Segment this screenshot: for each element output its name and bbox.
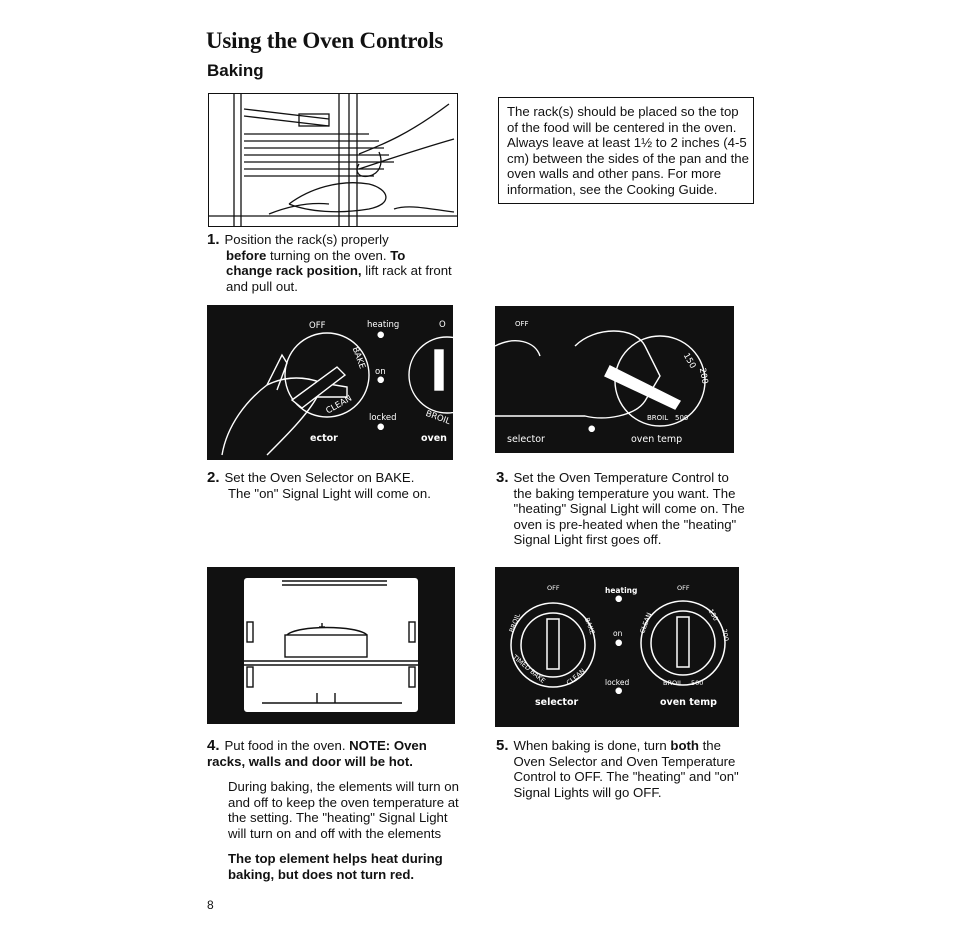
oven-with-dish-drawing bbox=[207, 567, 455, 724]
step-5-number: 5. bbox=[496, 737, 509, 754]
panel-c-bake-dial: BAKE bbox=[582, 616, 597, 636]
step-4-note: NOTE: Oven racks, walls and door will be hot. bbox=[207, 738, 427, 769]
panel-c-on-light: ● bbox=[615, 638, 623, 648]
step-3-text: Set the Oven Temperature Control to the baking temperature you want. The "heating" Signal Light will come on. The oven is pre-heated when the "heating" Signal Light first goes off. bbox=[513, 470, 745, 547]
panel-a-broil-dial: BROIL bbox=[424, 408, 452, 428]
step-1-line1: Position the rack(s) properly bbox=[224, 232, 389, 247]
step-4-paragraph: During baking, the elements will turn on and off to keep the oven temperature at the setting. The "heating" Signal Light will turn on and off with the elements bbox=[228, 779, 459, 841]
step-4-lead: Put food in the oven. bbox=[224, 738, 350, 753]
step-1-rest1: turning on the oven. bbox=[266, 247, 391, 263]
panel-c-locked-light: ● bbox=[615, 686, 623, 696]
page-title: Using the Oven Controls bbox=[206, 28, 444, 53]
panel-c-500-dial: 500 bbox=[691, 679, 704, 687]
control-panel-temp-photo bbox=[495, 306, 734, 453]
panel-b-off-label: OFF bbox=[515, 320, 529, 328]
panel-c-off-right: OFF bbox=[677, 584, 690, 592]
step-1-bold-change: To change rack position, bbox=[226, 247, 406, 278]
panel-a-clean-dial: CLEAN bbox=[324, 393, 354, 417]
panel-b-broil-dial: BROIL bbox=[647, 414, 669, 422]
step-2-line1: Set the Oven Selector on BAKE. bbox=[224, 470, 415, 485]
panel-b-selector-label: selector bbox=[507, 434, 545, 445]
step-4 bbox=[207, 738, 462, 882]
step-2-line2: The "on" Signal Light will come on. bbox=[228, 485, 431, 501]
panel-c-timed-bake-dial: TIMED BAKE bbox=[511, 653, 547, 685]
panel-a-on-label: on bbox=[375, 367, 386, 377]
panel-b-500-dial: 500 bbox=[675, 414, 689, 422]
rack-note-text: The rack(s) should be placed so the top of the food will be centered in the oven. Always leave at least 1½ to 2 inches (4-5 cm) between the sides of the pan and the oven walls and other pans. For more information, see the Cooking Guide. bbox=[507, 104, 749, 197]
rack-illustration bbox=[208, 93, 458, 227]
panel-c-oven-temp-label: oven temp bbox=[660, 697, 717, 708]
step-2 bbox=[207, 470, 457, 501]
control-panel-selector-photo bbox=[207, 305, 453, 460]
panel-a-locked-light: ● bbox=[377, 422, 385, 432]
panel-a-selector-label: ector bbox=[310, 433, 338, 444]
rack-hands-drawing bbox=[209, 94, 457, 226]
panel-b-150-dial: 150 bbox=[680, 351, 698, 371]
panel-c-clean2-dial: CLEAN bbox=[638, 611, 654, 635]
step-4-bold-paragraph: The top element helps heat during baking, but does not turn red. bbox=[228, 851, 443, 882]
panel-c-off-left: OFF bbox=[547, 584, 560, 592]
oven-interior-illustration bbox=[207, 567, 455, 724]
panel-c-locked-label: locked bbox=[605, 678, 630, 687]
panel-a-on-light: ● bbox=[377, 375, 385, 385]
panel-b-200-dial: 200 bbox=[696, 367, 710, 385]
section-heading: Baking bbox=[207, 61, 264, 80]
panel-c-broil2-dial: BROIL bbox=[663, 679, 683, 687]
panel-a-heating-light: ● bbox=[377, 330, 385, 340]
panel-c-heating-light: ● bbox=[615, 594, 623, 604]
step-5-bold: both bbox=[670, 738, 699, 753]
panel-c-on-label: on bbox=[613, 629, 623, 638]
page-number: 8 bbox=[207, 898, 214, 912]
step-3 bbox=[496, 470, 746, 548]
step-4-number: 4. bbox=[207, 737, 220, 754]
step-5-lead: When baking is done, turn bbox=[513, 738, 671, 753]
rack-note-box bbox=[498, 97, 754, 204]
panel-a-off-label: OFF bbox=[309, 321, 326, 331]
panel-b-oven-temp-label: oven temp bbox=[631, 434, 683, 445]
panel-c-selector-label: selector bbox=[535, 697, 579, 708]
step-1 bbox=[207, 232, 452, 294]
panel-c-broil-dial: BROIL bbox=[507, 612, 522, 634]
step-1-bold-before: before bbox=[226, 247, 267, 263]
step-1-number: 1. bbox=[207, 231, 220, 248]
panel-c-150-dial: 150 bbox=[706, 607, 720, 623]
step-1-rest2: lift rack at front and pull out. bbox=[226, 263, 452, 294]
step-3-number: 3. bbox=[496, 469, 509, 486]
panel-a-o-label: O bbox=[439, 320, 446, 330]
panel-c-200-dial: 200 bbox=[720, 628, 731, 642]
panel-c-heating-label: heating bbox=[605, 586, 638, 595]
panel-a-locked-label: locked bbox=[369, 413, 397, 423]
panel-a-heating-label: heating bbox=[367, 320, 400, 330]
panel-c-clean-dial: CLEAN bbox=[564, 667, 587, 687]
panel-b-signal-light: ● bbox=[588, 424, 596, 434]
control-panel-full-drawing bbox=[495, 567, 739, 727]
panel-a-oven-label: oven bbox=[421, 433, 447, 444]
panel-a-bake-dial: BAKE bbox=[349, 345, 367, 371]
step-5-rest: the Oven Selector and Oven Temperature Control to OFF. The "heating" and "on" Signal Lights will go OFF. bbox=[513, 738, 739, 800]
step-2-number: 2. bbox=[207, 469, 220, 486]
step-5 bbox=[496, 738, 741, 800]
